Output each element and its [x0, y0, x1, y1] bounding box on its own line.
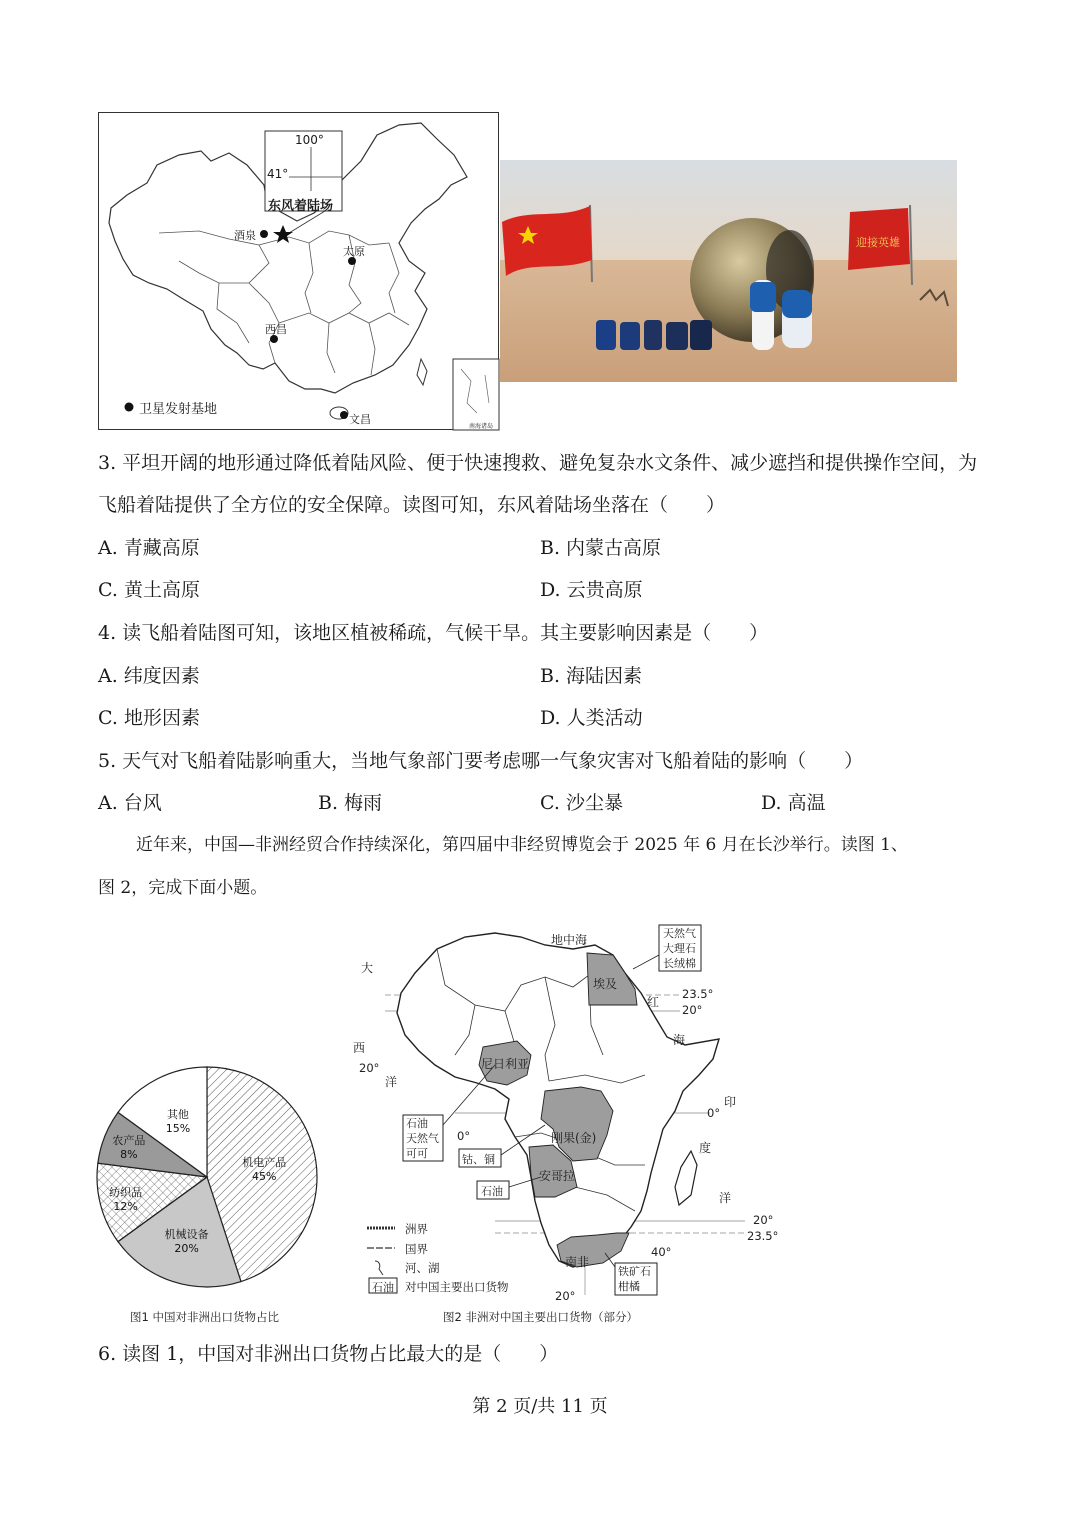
country-nigeria: 尼日利亚 — [481, 1057, 530, 1071]
angola-goods: 石油 — [481, 1185, 503, 1198]
atlantic-label-3: 洋 — [385, 1075, 398, 1089]
legend-dot — [125, 403, 134, 412]
q3-option-a[interactable]: A. 青藏高原 — [98, 537, 200, 559]
country-angola: 安哥拉 — [539, 1169, 576, 1183]
legend-box-sample: 石油 — [372, 1281, 394, 1294]
legend-continent-border: 洲界 — [405, 1222, 428, 1236]
pie-percent-5: 15% — [165, 1121, 191, 1135]
wenchang-dot — [340, 411, 348, 419]
pie-label-4: 农产品 — [112, 1134, 146, 1148]
q4-option-c[interactable]: C. 地形因素 — [98, 707, 200, 729]
lat-label: 41° — [267, 167, 289, 181]
q5-option-a[interactable]: A. 台风 — [98, 792, 162, 814]
lon-label-e20: 20° — [555, 1289, 576, 1303]
legend-national-border: 国界 — [405, 1242, 428, 1256]
country-drc: 刚果(金) — [551, 1131, 597, 1145]
inset-label: 南海诸岛 — [469, 423, 494, 430]
q3-option-d[interactable]: D. 云贵高原 — [540, 579, 643, 601]
nigeria-good-2: 天然气 — [406, 1132, 439, 1145]
export-pie-chart — [95, 1065, 330, 1290]
pie-percent-2: 20% — [174, 1241, 199, 1255]
lat-label-s235: 23.5° — [747, 1229, 779, 1243]
place-taiyuan: 太原 — [343, 245, 365, 258]
pie-percent-3: 12% — [113, 1199, 138, 1213]
pie-svg — [95, 1065, 330, 1290]
place-jiuquan: 酒泉 — [234, 229, 256, 242]
egypt-good-1: 天然气 — [663, 927, 696, 940]
legend-export-goods: 对中国主要出口货物 — [405, 1280, 509, 1294]
indian-label-2: 度 — [699, 1141, 712, 1155]
mediterranean-label: 地中海 — [551, 933, 588, 947]
indian-label-3: 洋 — [719, 1191, 732, 1205]
q4-option-d[interactable]: D. 人类活动 — [540, 707, 643, 729]
africa-caption: 图2 非洲对中国主要出口货物（部分） — [443, 1310, 638, 1324]
q4-option-a[interactable]: A. 纬度因素 — [98, 665, 200, 687]
nigeria-goods — [406, 1116, 439, 1161]
pie-label-2: 机械设备 — [164, 1227, 209, 1241]
pie-label-3: 纺织品 — [109, 1185, 143, 1199]
landing-site-label: 东风着陆场 — [268, 199, 334, 214]
q5-stem: 5. 天气对飞船着陆影响重大，当地气象部门要考虑哪一气象灾害对飞船着陆的影响（ ） — [98, 750, 864, 772]
pie-caption: 图1 中国对非洲出口货物占比 — [130, 1310, 279, 1324]
lat-label-0-east: 0° — [707, 1106, 721, 1120]
q6-stem: 6. 读图 1，中国对非洲出口货物占比最大的是（ ） — [98, 1343, 559, 1365]
q4-stem: 4. 读飞船着陆图可知，该地区植被稀疏，气候干旱。其主要影响因素是（ ） — [98, 622, 769, 644]
lat-label-n20: 20° — [682, 1003, 703, 1017]
place-xichang: 西昌 — [265, 323, 287, 336]
jiuquan-dot — [260, 230, 268, 238]
lon-label-w20: 20° — [359, 1061, 380, 1075]
country-egypt: 埃及 — [593, 977, 618, 991]
indian-label-1: 印 — [724, 1095, 737, 1109]
intro-line1: 近年来，中国—非洲经贸合作持续深化，第四届中非经贸博览会于 2025 年 6 月在长沙举行。读图 1、 — [136, 835, 908, 855]
intro-line2: 图 2，完成下面小题。 — [98, 878, 268, 898]
sa-good-1: 铁矿石 — [618, 1265, 651, 1278]
q3-stem-line1: 3. 平坦开阔的地形通过降低着陆风险、便于快速搜救、避免复杂水文条件、减少遮挡和提供操作空间，为 — [98, 452, 978, 474]
nigeria-good-1: 石油 — [406, 1117, 428, 1130]
legend-launch-base: 卫星发射基地 — [139, 402, 218, 417]
lat-label-n235: 23.5° — [682, 987, 714, 1001]
egypt-good-3: 长绒棉 — [663, 957, 696, 970]
pie-label-5: 其他 — [166, 1107, 189, 1121]
landing-photo — [500, 160, 957, 382]
q3-option-c[interactable]: C. 黄土高原 — [98, 579, 200, 601]
q5-option-b[interactable]: B. 梅雨 — [318, 792, 383, 814]
q4-option-b[interactable]: B. 海陆因素 — [540, 665, 643, 687]
lon-label-0: 0° — [457, 1129, 471, 1143]
country-south-africa: 南非 — [565, 1255, 590, 1269]
banner-text: 迎接英雄 — [856, 236, 900, 249]
lat-label-s20: 20° — [753, 1213, 774, 1227]
q5-option-d[interactable]: D. 高温 — [761, 792, 826, 814]
atlantic-label-2: 西 — [353, 1041, 366, 1055]
page-footer: 第 2 页/共 11 页 — [472, 1396, 608, 1417]
china-map — [98, 112, 499, 430]
south-china-sea-inset — [453, 359, 499, 430]
capsule-landing-image — [500, 160, 957, 382]
pie-percent-1: 45% — [252, 1169, 277, 1183]
red-sea-label-2: 海 — [673, 1033, 686, 1047]
q3-option-b[interactable]: B. 内蒙古高原 — [540, 537, 662, 559]
sa-good-2: 柑橘 — [618, 1280, 640, 1293]
drc-goods: 钴、铜 — [462, 1153, 495, 1166]
q5-option-c[interactable]: C. 沙尘暴 — [540, 792, 623, 814]
sa-goods — [618, 1264, 651, 1294]
atlantic-label-1: 大 — [361, 961, 374, 975]
lon-label-e40: 40° — [651, 1245, 672, 1259]
china-outline-map — [99, 113, 500, 431]
lon-label: 100° — [295, 133, 324, 147]
legend-river-lake: 河、湖 — [405, 1261, 440, 1275]
pie-percent-4: 8% — [120, 1148, 138, 1162]
africa-map — [345, 915, 785, 1305]
nigeria-good-3: 可可 — [406, 1147, 428, 1160]
place-wenchang: 文昌 — [349, 413, 371, 426]
red-sea-label-1: 红 — [647, 995, 660, 1009]
q3-stem-line2: 飞船着陆提供了全方位的安全保障。读图可知，东风着陆场坐落在（ ） — [98, 494, 726, 516]
egypt-goods — [663, 926, 696, 971]
egypt-good-2: 大理石 — [663, 942, 696, 955]
pie-label-1: 机电产品 — [242, 1155, 287, 1169]
